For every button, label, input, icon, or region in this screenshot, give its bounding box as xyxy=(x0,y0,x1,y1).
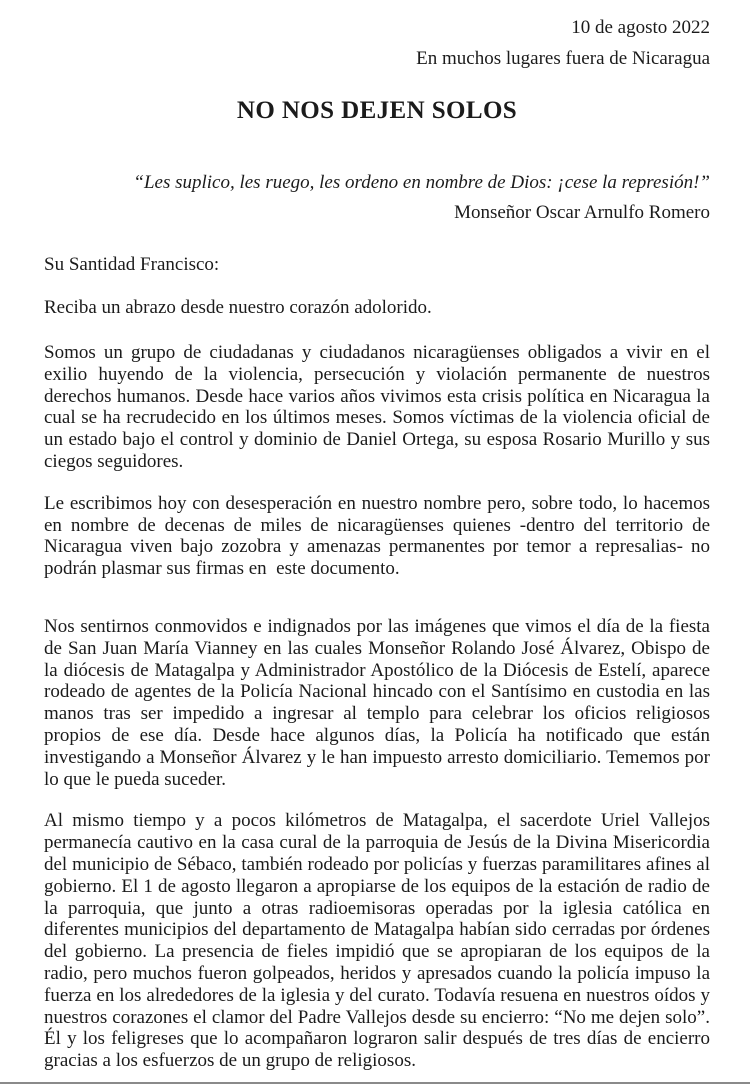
paragraph-exile: Somos un grupo de ciudadanas y ciudadanos nicaragüenses obligados a vivir en el exilio huyendo de la violencia, persecución y violación permanente de nuestros derechos humanos. Desde hace varios años vivimos esta crisis política en Nicaragua la cual se ha recrudecido en los últimos meses. Somos víctimas de la violencia oficial de un estado bajo el control y dominio de Daniel Ortega, su esposa Rosario Murillo y sus ciegos seguidores. xyxy=(44,342,715,472)
letter-header xyxy=(44,12,710,74)
letter-title: NO NOS DEJEN SOLOS xyxy=(236,97,518,124)
paragraph-padre-vallejos: Al mismo tiempo y a pocos kilómetros de Matagalpa, el sacerdote Uriel Vallejos permanecía cautivo en la casa cural de la parroquia de Jesús de la Divina Misericordia del municipio de Sébaco, también rodeado por policías y fuerzas paramilitares afines al gobierno. El 1 de agosto llegaron a apropiarse de los equipos de la estación de radio de la parroquia, que junto a otras radioemisoras operadas por la iglesia católica en diferentes municipios del departamento de Matagalpa habían sido cerradas por órdenes del gobierno. La presencia de fieles impidió que se apropiaran de los equipos de la radio, pero muchos fueron golpeados, heridos y apresados cuando la policía impuso la fuerza en los alrededores de la iglesia y del curato. Todavía resuena en nuestros oídos y nuestros corazones el clamor del Padre Vallejos desde su encierro: “No me dejen solo”. Él y los feligreses que lo acompañaron lograron salir después de tres días de encierro gracias a los esfuerzos de un grupo de religiosos. xyxy=(44,810,715,1072)
paragraph-monsenor-alvarez: Nos sentirnos conmovidos e indignados por las imágenes que vimos el día de la fiesta de San Juan María Vianney en las cuales Monseñor Rolando José Álvarez, Obispo de la diócesis de Matagalpa y Administrador Apostólico de la Diócesis de Estelí, aparece rodeado de agentes de la Policía Nacional hincado con el Santísimo en custodia en las manos tras ser impedido a ingresar al templo para celebrar los oficios religiosos propios de ese día. Desde hace algunos días, la Policía ha notificado que están investigando a Monseñor Álvarez y le han impuesto arresto domiciliario. Tememos por lo que le pueda suceder. xyxy=(44,615,715,790)
epigraph-quote: “Les suplico, les ruego, les ordeno en nombre de Dios: ¡cese la represión!” xyxy=(133,172,710,193)
greeting-line: Reciba un abrazo desde nuestro corazón adolorido. xyxy=(44,297,432,318)
date-line: 10 de agosto 2022 xyxy=(571,17,710,38)
epigraph xyxy=(44,168,710,228)
epigraph-attribution: Monseñor Oscar Arnulfo Romero xyxy=(454,202,710,223)
salutation-line: Su Santidad Francisco: xyxy=(44,254,220,275)
page-bottom-rule xyxy=(0,1082,750,1084)
paragraph-writing-in-name-of: Le escribimos hoy con desesperación en nuestro nombre pero, sobre todo, lo hacemos en nombre de decenas de miles de nicaragüenses quienes -dentro del territorio de Nicaragua viven bajo zozobra y amenazas permanentes por temor a represalias- no podrán plasmar sus firmas en este documento. xyxy=(44,492,715,580)
location-line: En muchos lugares fuera de Nicaragua xyxy=(416,48,710,69)
